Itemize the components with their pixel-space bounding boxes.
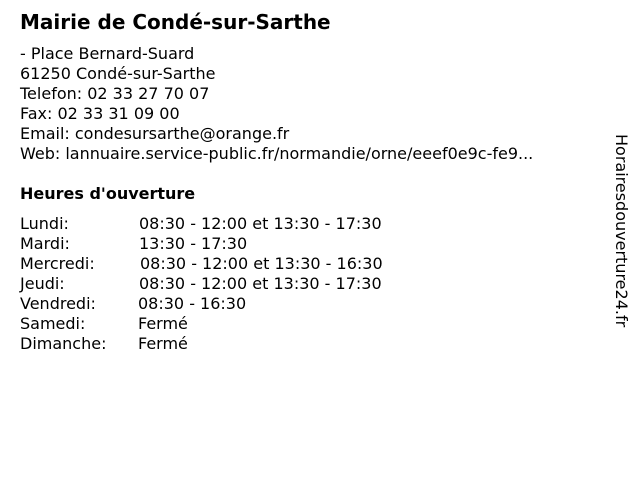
city-line: 61250 Condé-sur-Sarthe (20, 64, 216, 83)
day-hours: 08:30 - 16:30 (138, 294, 247, 313)
phone-line: Telefon: 02 33 27 70 07 (20, 84, 210, 103)
day-label: Lundi: (20, 214, 69, 233)
day-hours: 08:30 - 12:00 et 13:30 - 17:30 (139, 214, 382, 233)
day-hours: Fermé (138, 334, 188, 353)
hours-heading: Heures d'ouverture (20, 184, 196, 203)
day-hours: 13:30 - 17:30 (139, 234, 248, 253)
fax-line: Fax: 02 33 31 09 00 (20, 104, 180, 123)
web-line: Web: lannuaire.service-public.fr/normandie/orne/eeef0e9c-fe9... (20, 144, 534, 163)
day-hours: 08:30 - 12:00 et 13:30 - 17:30 (139, 274, 382, 293)
day-label: Samedi: (20, 314, 86, 333)
day-label: Mardi: (20, 234, 70, 253)
day-label: Mercredi: (20, 254, 95, 273)
email-line: Email: condesursarthe@orange.fr (20, 124, 290, 143)
street-line: - Place Bernard-Suard (20, 44, 195, 63)
day-hours: 08:30 - 12:00 et 13:30 - 16:30 (140, 254, 383, 273)
address-block (20, 44, 533, 164)
day-label: Jeudi: (20, 274, 65, 293)
day-label: Vendredi: (20, 294, 96, 313)
page-title: Mairie de Condé-sur-Sarthe (20, 10, 331, 34)
day-label: Dimanche: (20, 334, 107, 353)
day-hours: Fermé (138, 314, 188, 333)
site-watermark: Horairesdouverture24.fr (612, 134, 631, 328)
